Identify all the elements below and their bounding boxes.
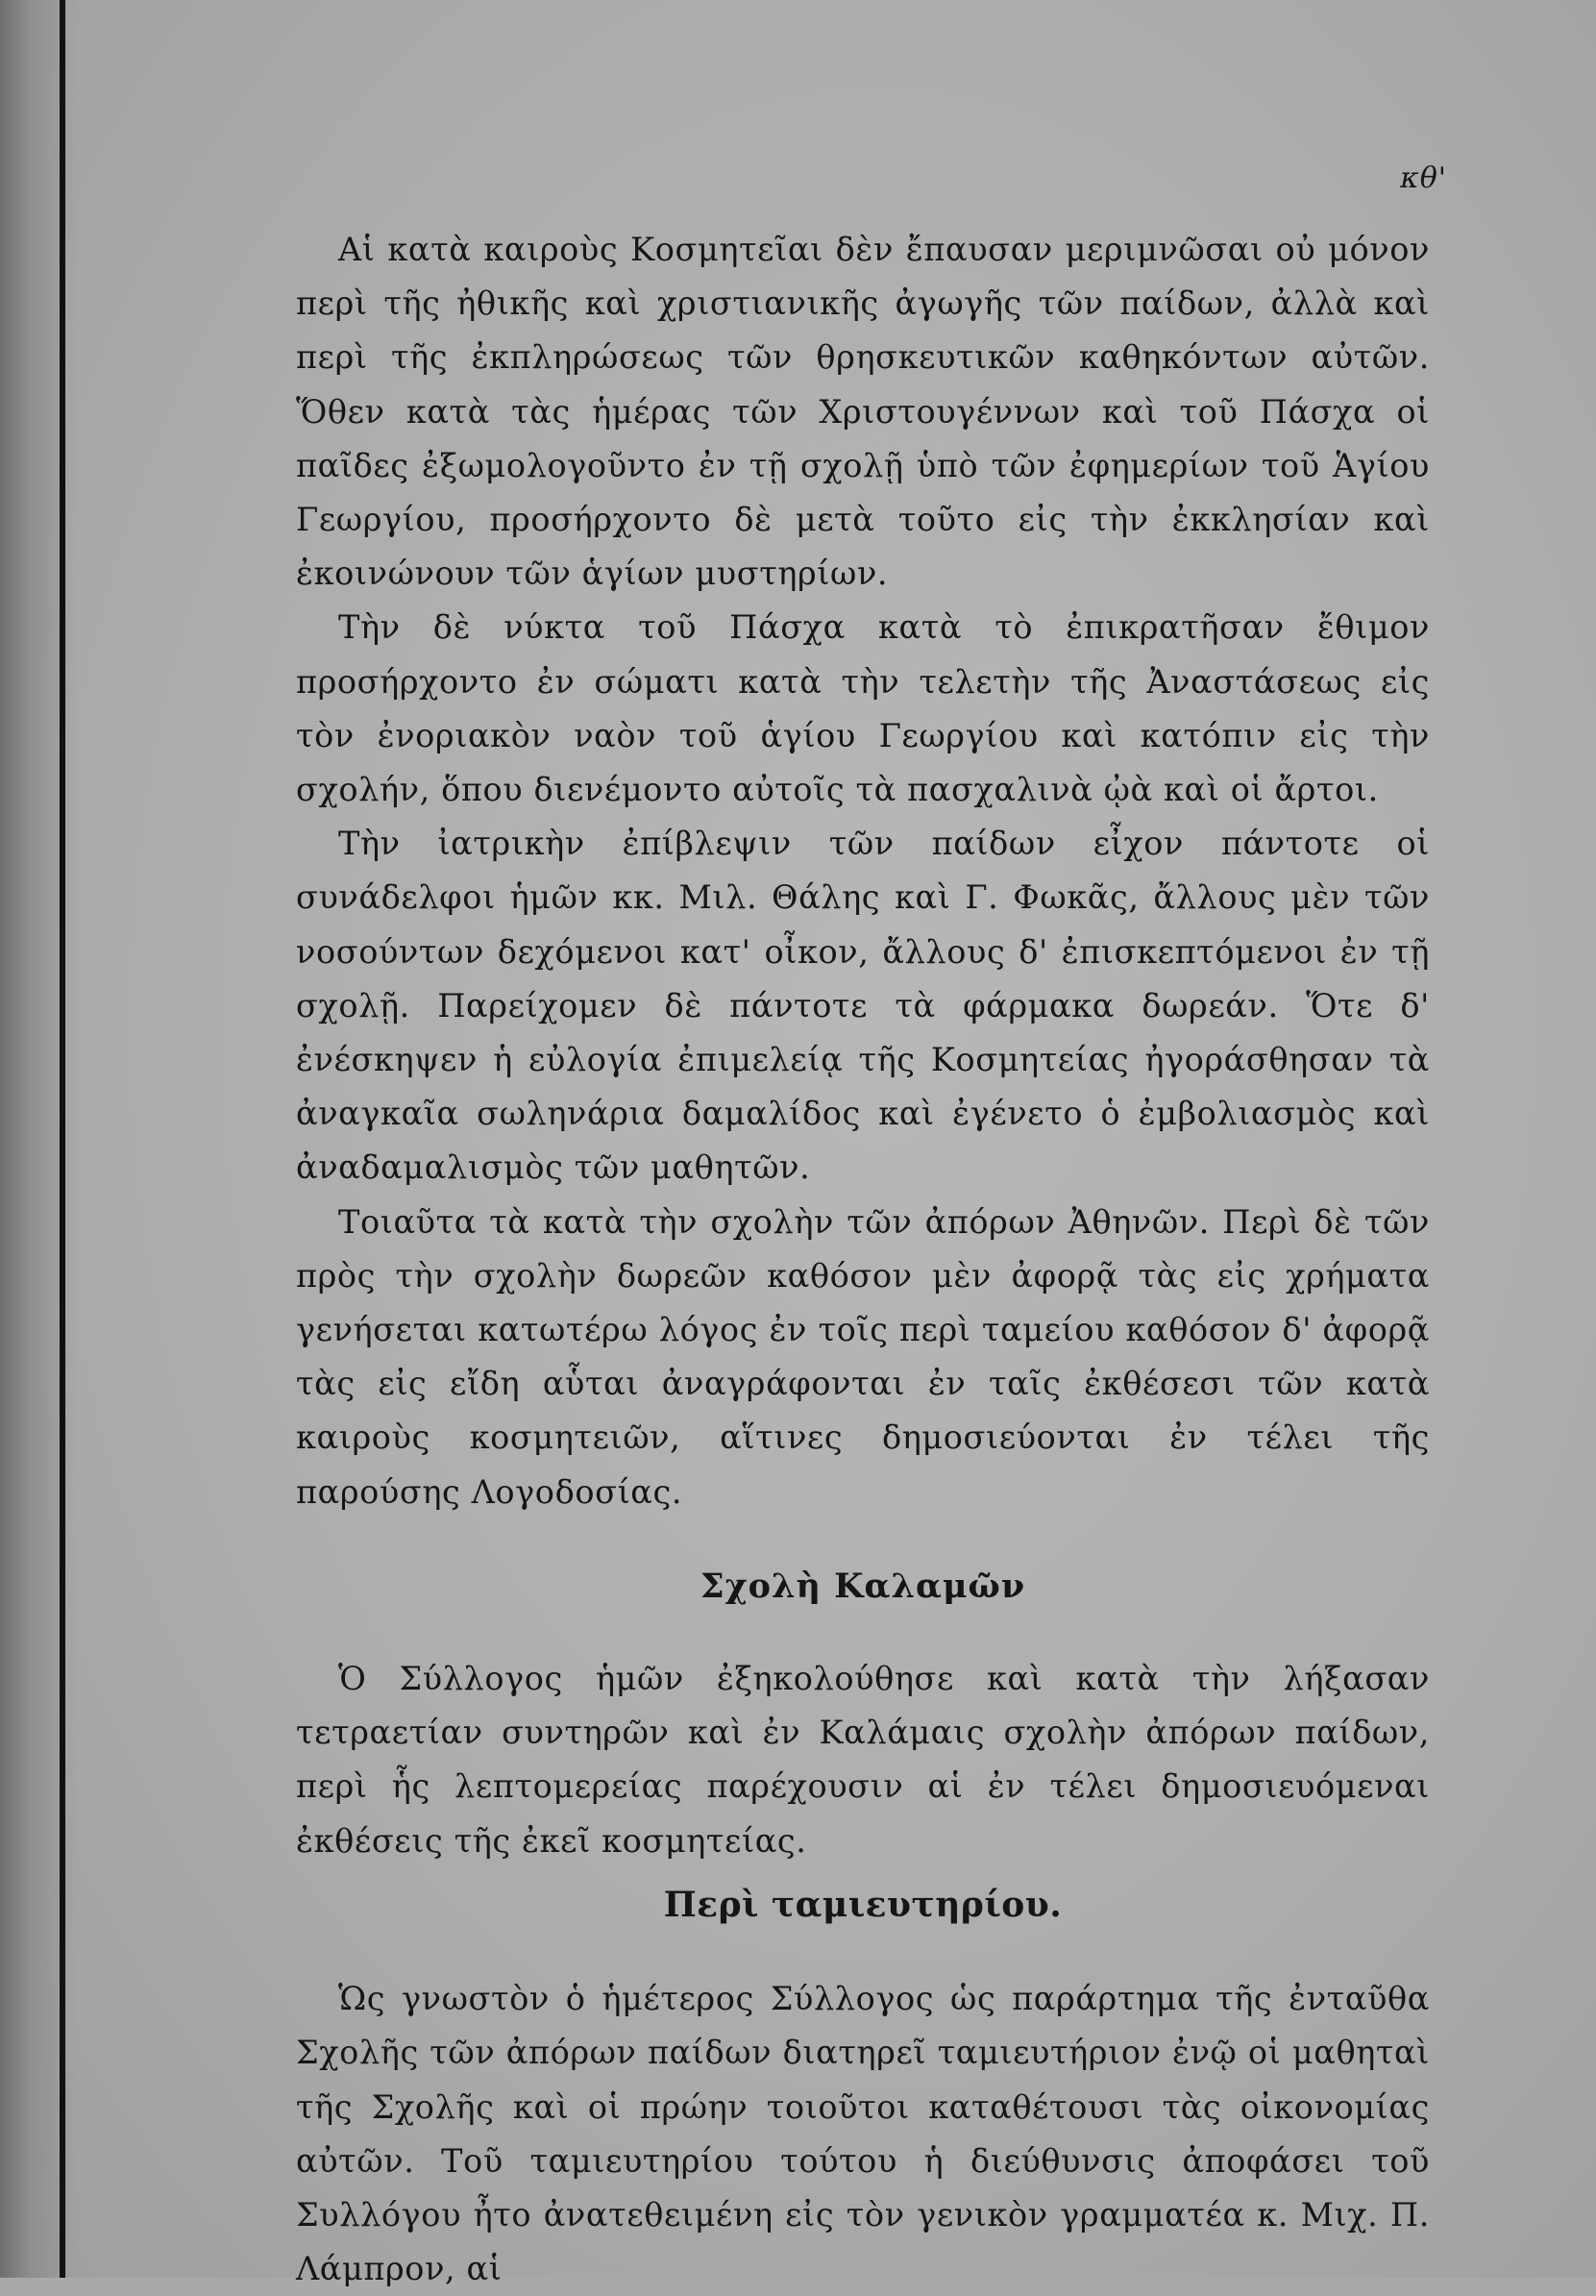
binding-shadow [0,0,77,2278]
page-body [296,223,1430,2296]
page-number: κθ' [1400,161,1447,195]
paragraph-religious-duties: Αἱ κατὰ καιροὺς Κοσμητεῖαι δὲν ἔπαυσαν μεριμνῶσαι οὐ μόνον περὶ τῆς ἠθικῆς καὶ χριστιανικῆς ἀγωγῆς τῶν παίδων, ἀλλὰ καὶ περὶ τῆς ἐκπληρώσεως τῶν θρησκευτικῶν καθηκόντων αὐτῶν. Ὅθεν κατὰ τὰς ἡμέρας τῶν Χριστουγέννων καὶ τοῦ Πάσχα οἱ παῖδες ἐξωμολογοῦντο ἐν τῇ σχολῇ ὑπὸ τῶν ἐφημερίων τοῦ Ἁγίου Γεωργίου, προσήρχοντο δὲ μετὰ τοῦτο εἰς τὴν ἐκκλησίαν καὶ ἐκοινώνουν τῶν ἁγίων μυστηρίων. [296,231,1430,593]
heading-kalamata-school: Σχολὴ Καλαμῶν [700,1566,1026,1606]
paragraph-savings-bank: Ὡς γνωστὸν ὁ ἡμέτερος Σύλλογος ὡς παράρτημα τῆς ἐνταῦθα Σχολῆς τῶν ἀπόρων παίδων διατηρεῖ ταμιευτήριον ἐνῷ οἱ μαθηταὶ τῆς Σχολῆς καὶ οἱ πρώην τοιοῦτοι καταθέτουσι τὰς οἰκονομίας αὐτῶν. Τοῦ ταμιευτηρίου τούτου ἡ διεύθυνσις ἀποφάσει τοῦ Συλλόγου ἦτο ἀνατεθειμένη εἰς τὸν γενικὸν γραμματέα κ. Μιχ. Π. Λάμπρον, αἱ [296,1980,1430,2288]
paragraph-donations: Τοιαῦτα τὰ κατὰ τὴν σχολὴν τῶν ἀπόρων Ἀθηνῶν. Περὶ δὲ τῶν πρὸς τὴν σχολὴν δωρεῶν καθόσον μὲν ἀφορᾷ τὰς εἰς χρήματα γενήσεται κατωτέρω λόγος ἐν τοῖς περὶ ταμείου καθόσον δ' ἀφορᾷ τὰς εἰς εἴδη αὗται ἀναγράφονται ἐν ταῖς ἐκθέσεσι τῶν κατὰ καιροὺς κοσμητειῶν, αἵτινες δημοσιεύονται ἐν τέλει τῆς παρούσης Λογοδοσίας. [296,1202,1430,1511]
paragraph-kalamata-school: Ὁ Σύλλογος ἡμῶν ἐξηκολούθησε καὶ κατὰ τὴν λήξασαν τετραετίαν συντηρῶν καὶ ἐν Καλάμαις σχολὴν ἀπόρων παίδων, περὶ ἧς λεπτομερείας παρέχουσιν αἱ ἐν τέλει δημοσιευόμεναι ἐκθέσεις τῆς ἐκεῖ κοσμητείας. [296,1660,1430,1860]
paragraph-medical-care: Τὴν ἰατρικὴν ἐπίβλεψιν τῶν παίδων εἶχον πάντοτε οἱ συνάδελφοι ἡμῶν κκ. Μιλ. Θάλης καὶ Γ. Φωκᾶς, ἄλλους μὲν τῶν νοσούντων δεχόμενοι κατ' οἶκον, ἄλλους δ' ἐπισκεπτόμενοι ἐν τῇ σχολῇ. Παρείχομεν δὲ πάντοτε τὰ φάρμακα δωρεάν. Ὅτε δ' ἐνέσκηψεν ἡ εὐλογία ἐπιμελείᾳ τῆς Κοσμητείας ἠγοράσθησαν τὰ ἀναγκαῖα σωληνάρια δαμαλίδος καὶ ἐγένετο ὁ ἐμβολιασμὸς καὶ ἀναδαμαλισμὸς τῶν μαθητῶν. [296,825,1430,1187]
binding-edge [60,0,65,2278]
heading-savings-bank: Περὶ ταμιευτηρίου. [663,1884,1063,1925]
paragraph-easter-night: Τὴν δὲ νύκτα τοῦ Πάσχα κατὰ τὸ ἐπικρατῆσαν ἔθιμον προσήρχοντο ἐν σώματι κατὰ τὴν τελετὴν τῆς Ἀναστάσεως εἰς τὸν ἐνοριακὸν ναὸν τοῦ ἁγίου Γεωργίου καὶ κατόπιν εἰς τὴν σχολήν, ὅπου διενέμοντο αὐτοῖς τὰ πασχαλινὰ ᾠὰ καὶ οἱ ἄρτοι. [296,608,1430,809]
